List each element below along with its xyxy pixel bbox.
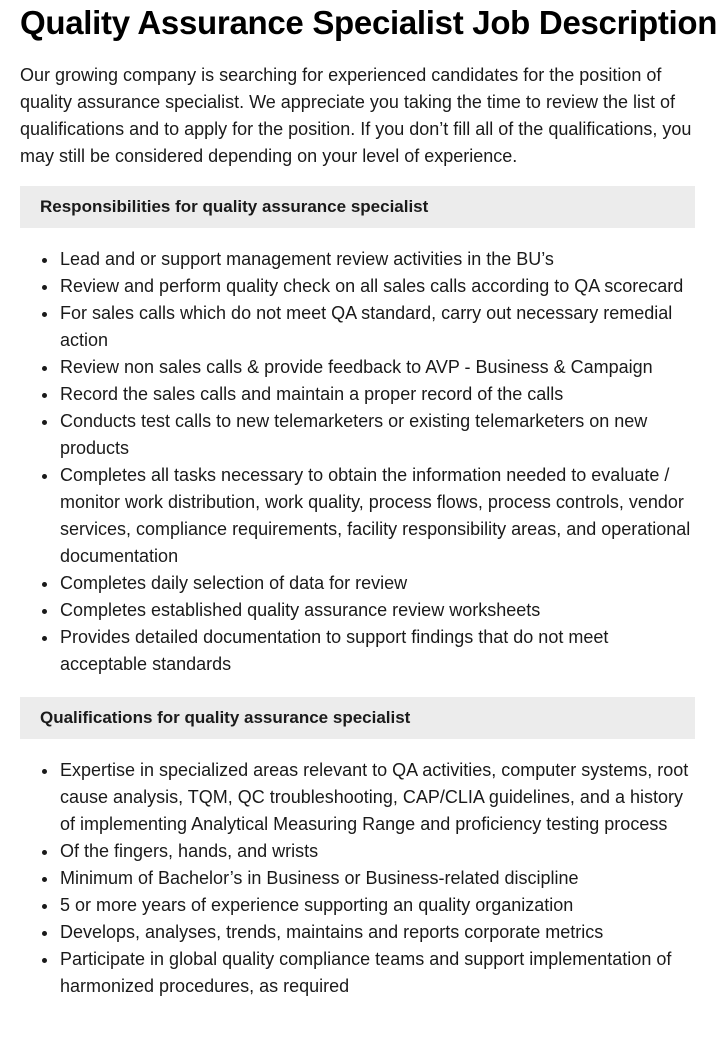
list-item: Completes daily selection of data for review bbox=[60, 570, 695, 597]
list-item: Expertise in specialized areas relevant to QA activities, computer systems, root cause analysis, TQM, QC troubleshooting, CAP/CLIA guidelines, and a history of implementing Analytical Measuring Range and proficiency testing process bbox=[60, 757, 695, 838]
list-item: Develops, analyses, trends, maintains and reports corporate metrics bbox=[60, 919, 695, 946]
responsibilities-list bbox=[20, 246, 695, 678]
list-item: Record the sales calls and maintain a proper record of the calls bbox=[60, 381, 695, 408]
list-item: Conducts test calls to new telemarketers or existing telemarketers on new products bbox=[60, 408, 695, 462]
responsibilities-heading: Responsibilities for quality assurance specialist bbox=[20, 186, 695, 228]
list-item: Participate in global quality compliance teams and support implementation of harmonized procedures, as required bbox=[60, 946, 695, 1000]
list-item: 5 or more years of experience supporting an quality organization bbox=[60, 892, 695, 919]
list-item: Lead and or support management review activities in the BU’s bbox=[60, 246, 695, 273]
list-item: Provides detailed documentation to support findings that do not meet acceptable standards bbox=[60, 624, 695, 678]
list-item: For sales calls which do not meet QA standard, carry out necessary remedial action bbox=[60, 300, 695, 354]
page-title: Quality Assurance Specialist Job Description bbox=[20, 4, 718, 41]
list-item: Completes all tasks necessary to obtain the information needed to evaluate / monitor work distribution, work quality, process flows, process controls, vendor services, compliance requirements, facility responsibility areas, and operational documentation bbox=[60, 462, 695, 570]
list-item: Review and perform quality check on all sales calls according to QA scorecard bbox=[60, 273, 695, 300]
list-item: Minimum of Bachelor’s in Business or Business-related discipline bbox=[60, 865, 695, 892]
qualifications-heading: Qualifications for quality assurance specialist bbox=[20, 697, 695, 739]
qualifications-list bbox=[20, 757, 695, 1000]
list-item: Completes established quality assurance review worksheets bbox=[60, 597, 695, 624]
list-item: Review non sales calls & provide feedback to AVP - Business & Campaign bbox=[60, 354, 695, 381]
intro-paragraph: Our growing company is searching for experienced candidates for the position of quality assurance specialist. We appreciate you taking the time to review the list of qualifications and to apply for the position. If you don’t fill all of the qualifications, you may still be considered depending on your level of experience. bbox=[20, 65, 692, 166]
list-item: Of the fingers, hands, and wrists bbox=[60, 838, 695, 865]
